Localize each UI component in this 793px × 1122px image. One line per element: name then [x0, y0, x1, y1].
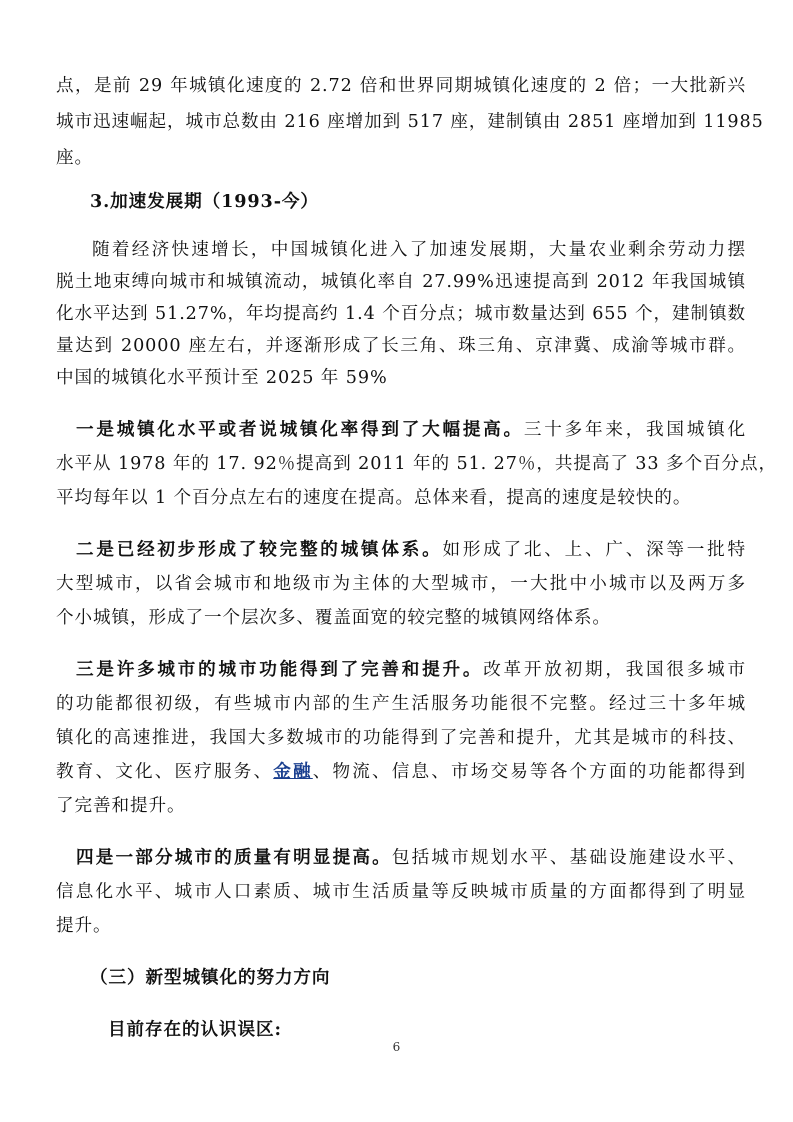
- point3-line-5: 了完善和提升。: [56, 796, 186, 816]
- point1-line-2: 水平从 1978 年的 17. 92％提高到 2011 年的 51. 27％，共提高了 33 多个百分点，: [56, 454, 777, 474]
- point2-line-3: 个小城镇，形成了一个层次多、覆盖面宽的较完整的城镇网络体系。: [56, 608, 611, 628]
- point4-line-3: 提升。: [56, 916, 112, 936]
- section3-line-3: 化水平达到 51.27%，年均提高约 1.4 个百分点；城市数量达到 655 个，建制镇数: [56, 304, 746, 324]
- section3-line-4: 量达到 20000 座左右，并逐渐形成了长三角、珠三角、京津冀、成渝等城市群。: [56, 336, 746, 356]
- point3-line-1: [76, 656, 746, 686]
- point2-rest: 如形成了北、上、广、深等一批特: [442, 540, 746, 560]
- point4-line-1: [76, 844, 746, 874]
- intro-line-2: 城市迅速崛起，城市总数由 216 座增加到 517 座，建制镇由 2851 座增加到 11985: [56, 112, 764, 132]
- page-number: 6: [392, 1040, 401, 1054]
- point3-line-2: 的功能都很初级，有些城市内部的生产生活服务功能很不完整。经过三十多年城: [56, 694, 746, 714]
- point4-rest: 包括城市规划水平、基础设施建设水平、: [391, 848, 747, 868]
- intro-line-3: 座。: [56, 148, 93, 168]
- section3-line-1: 随着经济快速增长，中国城镇化进入了加速发展期，大量农业剩余劳动力摆: [92, 240, 746, 260]
- section3-heading: 3.加速发展期（1993-今）: [90, 191, 319, 212]
- point1-bold-lead: 一是城镇化水平或者说城镇化率得到了大幅提高。: [76, 419, 524, 440]
- intro-line-1: 点，是前 29 年城镇化速度的 2.72 倍和世界同期城镇化速度的 2 倍；一大批新兴: [56, 76, 746, 96]
- point3-bold-lead: 三是许多城市的城市功能得到了完善和提升。: [76, 659, 484, 680]
- point2-line-2: 大型城市，以省会城市和地级市为主体的大型城市，一大批中小城市以及两万多: [56, 574, 746, 594]
- section3-line-2: 脱土地束缚向城市和城镇流动，城镇化率自 27.99%迅速提高到 2012 年我国城镇: [56, 272, 746, 292]
- point1-rest: 三十多年来，我国城镇化: [523, 420, 746, 440]
- point3-line4-after: 、物流、信息、市场交易等各个方面的功能都得到: [312, 762, 746, 782]
- section-heading: （三）新型城镇化的努力方向: [90, 967, 331, 988]
- subheading: 目前存在的认识误区:: [108, 1019, 282, 1040]
- point2-bold-lead: 二是已经初步形成了较完整的城镇体系。: [76, 539, 443, 560]
- point3-line4-before: 教育、文化、医疗服务、: [56, 762, 274, 782]
- point3-line-4: [56, 758, 746, 788]
- point4-line-2: 信息化水平、城市人口素质、城市生活质量等反映城市质量的方面都得到了明显: [56, 882, 746, 902]
- point2-line-1: [76, 536, 746, 566]
- point4-bold-lead: 四是一部分城市的质量有明显提高。: [76, 847, 392, 868]
- point3-line-3: 镇化的高速推进，我国大多数城市的功能得到了完善和提升，尤其是城市的科技、: [56, 728, 746, 748]
- point1-line-3: 平均每年以 1 个百分点左右的速度在提高。总体来看，提高的速度是较快的。: [56, 488, 692, 508]
- point3-rest: 改革开放初期，我国很多城市: [483, 660, 746, 680]
- section3-line-5: 中国的城镇化水平预计至 2025 年 59%: [56, 368, 388, 388]
- finance-link[interactable]: 金融: [273, 761, 313, 782]
- point1-line-1: [76, 416, 746, 446]
